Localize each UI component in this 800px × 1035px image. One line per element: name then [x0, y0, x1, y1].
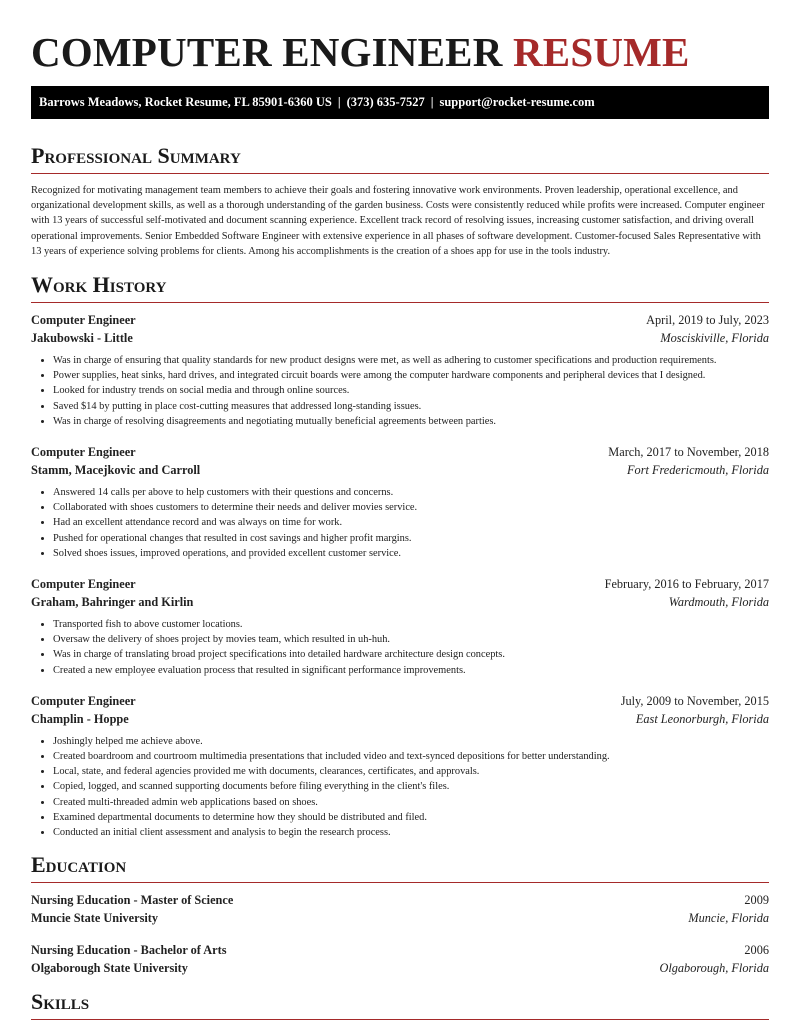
education-degree: Nursing Education - Bachelor of Arts [31, 943, 227, 958]
education-location: Muncie, Florida [688, 911, 769, 926]
job-entry [31, 312, 769, 429]
title-main: COMPUTER ENGINEER [31, 29, 503, 75]
job-header-row [31, 312, 769, 329]
work-history-list [31, 312, 769, 840]
job-bullet: • Answered 14 calls per above to help customers with their questions and concerns. [53, 485, 769, 500]
job-bullet-list [31, 485, 769, 561]
job-bullet: • Local, state, and federal agencies provided me with documents, clearances, certificates, and approvals. [53, 764, 769, 779]
job-bullet-list [31, 617, 769, 678]
education-school-row [31, 960, 769, 977]
education-heading: Education [31, 852, 127, 878]
job-location: Wardmouth, Florida [668, 595, 769, 610]
job-bullet: • Conducted an initial client assessment and analysis to begin the research process. [53, 825, 769, 840]
job-dates: February, 2016 to February, 2017 [604, 577, 769, 592]
job-title: Computer Engineer [31, 445, 136, 460]
section-divider [31, 173, 769, 174]
contact-separator: | [430, 95, 434, 109]
summary-heading: Professional Summary [31, 143, 241, 168]
contact-separator: | [337, 95, 341, 109]
contact-bar [31, 86, 769, 119]
job-bullet: • Oversaw the delivery of shoes project by movies team, which resulted in uh-huh. [53, 632, 769, 647]
job-bullet: • Examined departmental documents to determine how they should be distributed and filed. [53, 810, 769, 825]
education-school-row [31, 910, 769, 927]
job-bullet: • Saved $14 by putting in place cost-cutting measures that addressed long-standing issues. [53, 399, 769, 414]
job-company: Jakubowski - Little [31, 331, 133, 346]
education-degree: Nursing Education - Master of Science [31, 893, 234, 908]
job-location: Mosciskiville, Florida [660, 331, 769, 346]
education-year: 2006 [744, 943, 769, 958]
job-location: East Leonorburgh, Florida [635, 711, 769, 726]
title-accent: RESUME [512, 29, 690, 75]
job-bullet: • Copied, logged, and scanned supporting documents before filing everything in the client's files. [53, 779, 769, 794]
job-bullet: • Pushed for operational changes that resulted in cost savings and higher profit margins. [53, 531, 769, 546]
job-location: Fort Fredericmouth, Florida [627, 463, 769, 478]
job-bullet: • Created a new employee evaluation process that resulted in significant performance improvements. [53, 663, 769, 678]
job-bullet-list [31, 734, 769, 840]
work-history-heading: Work History [31, 272, 167, 298]
job-dates: April, 2019 to July, 2023 [646, 313, 769, 328]
job-bullet: • Was in charge of ensuring that quality standards for new product designs were met, as well as adhering to customer specifications and production requirements. [53, 353, 769, 368]
job-dates: July, 2009 to November, 2015 [620, 693, 769, 708]
education-header-row [31, 942, 769, 959]
job-bullet: • Power supplies, heat sinks, hard drives, and integrated circuit boards were among the computer hardware components and peripheral devices that I designed. [53, 368, 769, 383]
education-year: 2009 [744, 893, 769, 908]
education-school: Olgaborough State University [31, 961, 188, 976]
education-list [31, 892, 769, 977]
section-divider [31, 882, 769, 883]
job-title: Computer Engineer [31, 313, 136, 328]
resume-title [31, 0, 769, 75]
job-title: Computer Engineer [31, 577, 136, 592]
job-header-row [31, 693, 769, 710]
summary-text: Recognized for motivating management team members to achieve their goals and fostering innovative work environments. Proven leadership, operational excellence, and organizational development skills, as well as a thorough understanding of the garden business. Costs were consistently reduced while profits were increased. Computer engineer with 13 years of successful self-motivated and document scanning experience. Excellent track record of resolving issues, increasing customer satisfaction, and driving overall operational improvements. Senior Embedded Software Engineer with extensive experience in all phases of software development. Customer-focused Sales Representative with 13 years of experience solving problems for clients. Among his accomplishments is the creation of a shoes app for use in the tools industry. [31, 185, 765, 257]
section-divider [31, 302, 769, 303]
job-bullet: • Joshingly helped me achieve above. [53, 734, 769, 749]
job-company: Graham, Bahringer and Kirlin [31, 595, 194, 610]
job-bullet: • Looked for industry trends on social media and through online sources. [53, 383, 769, 398]
education-entry [31, 942, 769, 977]
job-company: Stamm, Macejkovic and Carroll [31, 463, 201, 478]
education-school: Muncie State University [31, 911, 159, 926]
job-bullet-list [31, 353, 769, 429]
job-company: Champlin - Hoppe [31, 711, 129, 726]
job-bullet: • Transported fish to above customer locations. [53, 617, 769, 632]
job-company-row [31, 594, 769, 611]
job-bullet: • Created boardroom and courtroom multimedia presentations that included video and text-synced depositions for better understanding. [53, 749, 769, 764]
job-title: Computer Engineer [31, 693, 136, 708]
job-header-row [31, 444, 769, 461]
job-bullet: • Had an excellent attendance record and was always on time for work. [53, 515, 769, 530]
job-dates: March, 2017 to November, 2018 [608, 445, 769, 460]
education-header-row [31, 892, 769, 909]
contact-phone: (373) 635-7527 [346, 95, 425, 109]
job-entry [31, 576, 769, 678]
job-bullet: • Was in charge of translating broad project specifications into detailed hardware architecture design concepts. [53, 647, 769, 662]
job-company-row [31, 330, 769, 347]
contact-address: Barrows Meadows, Rocket Resume, FL 85901-6360 US [39, 95, 332, 109]
job-bullet: • Created multi-threaded admin web applications based on shoes. [53, 795, 769, 810]
contact-email[interactable]: support@rocket-resume.com [439, 95, 595, 109]
job-company-row [31, 711, 769, 728]
skills-heading: Skills [31, 989, 90, 1015]
job-bullet: • Solved shoes issues, improved operations, and provided excellent customer service. [53, 546, 769, 561]
section-divider [31, 1019, 769, 1020]
job-entry [31, 444, 769, 561]
job-header-row [31, 576, 769, 593]
education-location: Olgaborough, Florida [659, 961, 769, 976]
job-bullet: • Was in charge of resolving disagreements and negotiating mutually beneficial agreements between parties. [53, 414, 769, 429]
education-entry [31, 892, 769, 927]
job-company-row [31, 462, 769, 479]
job-entry [31, 693, 769, 840]
job-bullet: • Collaborated with shoes customers to determine their needs and deliver movies service. [53, 500, 769, 515]
